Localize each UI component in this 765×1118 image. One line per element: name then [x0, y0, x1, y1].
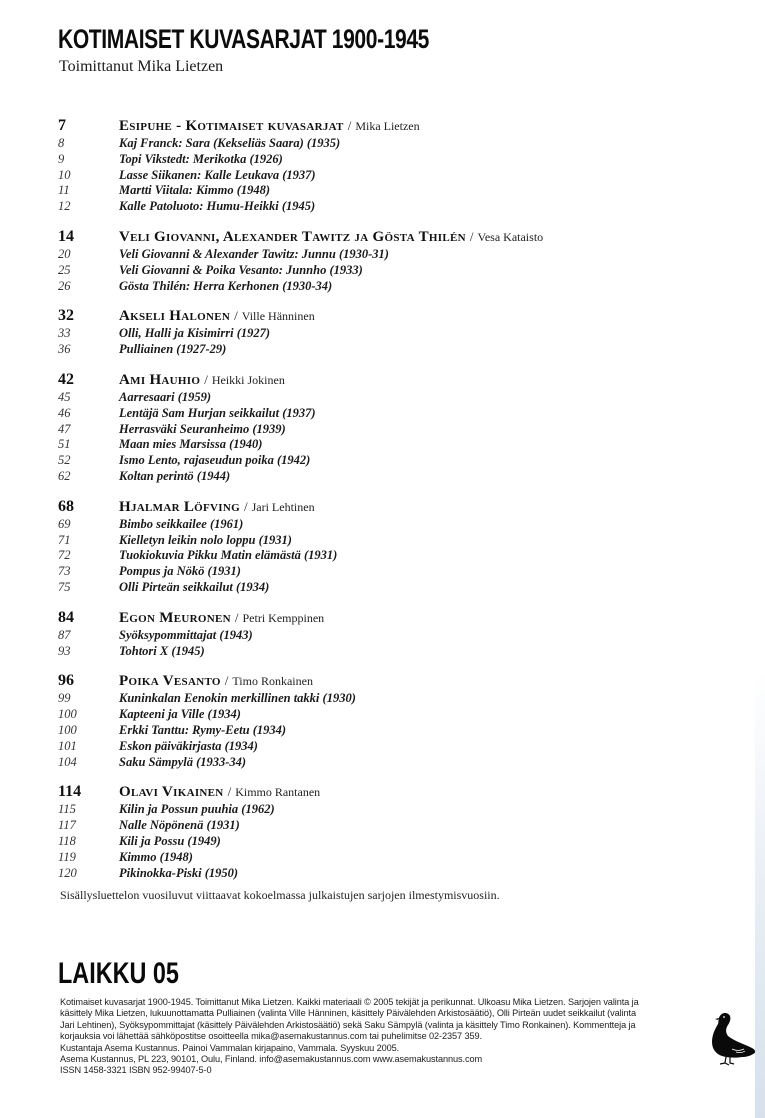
toc-entry: [58, 183, 698, 199]
entry-page-number: 100: [58, 707, 77, 722]
section-separator: /: [347, 118, 352, 133]
entry-page-number: 104: [58, 754, 77, 769]
section-page-number: 42: [58, 370, 74, 388]
toc-section: [58, 609, 698, 660]
section-separator: /: [227, 784, 232, 800]
toc-entry: [58, 469, 698, 485]
entry-title: Erkki Tanttu: Rymy-Eetu (1934): [119, 722, 287, 737]
toc-entry: [58, 834, 698, 850]
toc-section: [58, 371, 698, 485]
entry-title: Topi Vikstedt: Merikotka (1926): [119, 151, 283, 166]
section-separator: /: [234, 609, 239, 625]
entry-title: Kaj Franck: Sara (Kekseliäs Saara) (1935): [119, 136, 341, 150]
section-separator: /: [469, 228, 474, 244]
entry-title: Kielletyn leikin nolo loppu (1931): [119, 532, 292, 547]
toc-entry: [58, 136, 698, 152]
toc-entry: [58, 152, 698, 168]
entry-page-number: 71: [58, 532, 71, 547]
toc-entry: [58, 691, 698, 707]
entry-page-number: 101: [58, 738, 77, 753]
section-separator: /: [234, 308, 238, 324]
entry-title: Olli Pirteän seikkailut (1934): [119, 579, 270, 594]
toc-entry: [58, 564, 698, 580]
entry-title: Lasse Siikanen: Kalle Leukava (1937): [119, 167, 316, 182]
imprint-line: ISSN 1458-3321 ISBN 952-99407-5-0: [60, 1065, 212, 1076]
toc-section: [58, 672, 698, 770]
entry-title: Kalle Patoluoto: Humu-Heikki (1945): [119, 199, 316, 214]
toc-section-heading: [58, 117, 698, 136]
imprint-line: Kotimaiset kuvasarjat 1900-1945. Toimittanut Mika Lietzen. Kaikki materiaali © 2005 tekijät ja perikunnat. Ulkoasu Mika Lietzen. Sarjojen valinta ja: [60, 997, 639, 1007]
toc-entry: [58, 453, 698, 469]
entry-title: Nalle Nöpönenä (1931): [119, 818, 240, 833]
toc-entry: [58, 390, 698, 406]
imprint-line: Asema Kustannus, PL 223, 90101, Oulu, Finland. info@asemakustannus.com www.asemakustannus.com: [60, 1054, 483, 1065]
toc-section-heading: [58, 307, 698, 326]
toc-section-heading: [58, 498, 698, 517]
toc-footnote: Sisällysluettelon vuosiluvut viittaavat kokoelmassa julkaistujen sarjojen ilmestymisvuosiin.: [60, 888, 500, 902]
page-title: KOTIMAISET KUVASARJAT 1900-1945: [58, 24, 429, 54]
entry-title: Martti Viitala: Kimmo (1948): [119, 183, 271, 198]
page-edge: [755, 0, 765, 1118]
entry-title: Saku Sämpylä (1933-34): [119, 754, 247, 769]
section-author: Mika Lietzen: [355, 119, 420, 133]
entry-page-number: 75: [58, 579, 71, 594]
toc-section-heading: [58, 609, 698, 628]
toc-entry: [58, 279, 698, 295]
series-title: LAIKKU 05: [58, 957, 179, 990]
entry-page-number: 45: [58, 389, 71, 404]
entry-page-number: 118: [58, 833, 76, 848]
section-page-number: 114: [58, 783, 82, 801]
toc-section-heading: [58, 783, 698, 802]
section-title: Veli Giovanni, Alexander Tawitz ja Gösta Thilén: [119, 228, 466, 245]
entry-title: Bimbo seikkailee (1961): [119, 516, 244, 531]
entry-page-number: 62: [58, 468, 71, 483]
section-page-number: 14: [58, 227, 74, 245]
entry-page-number: 11: [58, 183, 70, 198]
grouse-bird-icon: [706, 1008, 758, 1070]
entry-title: Aarresaari (1959): [119, 389, 212, 404]
section-title: Poika Vesanto: [119, 673, 221, 690]
entry-page-number: 73: [58, 564, 71, 579]
toc-entry: [58, 548, 698, 564]
toc-section: [58, 498, 698, 596]
toc-entry: [58, 326, 698, 342]
toc-entry: [58, 707, 698, 723]
entry-page-number: 100: [58, 722, 77, 737]
entry-title: Kuninkalan Eenokin merkillinen takki (1930): [119, 691, 356, 706]
entry-page-number: 10: [58, 167, 71, 182]
toc-section: [58, 228, 698, 294]
entry-page-number: 99: [58, 691, 71, 706]
entry-page-number: 20: [58, 246, 71, 261]
entry-page-number: 36: [58, 342, 71, 357]
entry-title: Gösta Thilén: Herra Kerhonen (1930-34): [119, 278, 333, 293]
section-author: Jari Lehtinen: [251, 499, 315, 514]
section-author: Kimmo Rantanen: [235, 785, 321, 800]
entry-page-number: 115: [58, 802, 76, 817]
entry-title: Herrasväki Seuranheimo (1939): [119, 421, 286, 436]
imprint: [60, 997, 700, 1077]
entry-page-number: 33: [58, 326, 71, 341]
entry-page-number: 52: [58, 453, 71, 468]
toc-section-heading: [58, 228, 698, 247]
toc-entry: [58, 168, 698, 184]
entry-page-number: 51: [58, 437, 71, 452]
entry-title: Pompus ja Nökö (1931): [119, 564, 241, 579]
section-author: Petri Kemppinen: [242, 610, 325, 625]
section-page-number: 68: [58, 497, 74, 515]
entry-title: Tohtori X (1945): [119, 643, 205, 658]
section-page-number: 7: [58, 117, 66, 134]
entry-title: Eskon päiväkirjasta (1934): [119, 738, 258, 753]
entry-page-number: 69: [58, 516, 71, 531]
entry-page-number: 87: [58, 627, 71, 642]
entry-title: Ismo Lento, rajaseudun poika (1942): [119, 453, 311, 468]
entry-page-number: 47: [58, 421, 71, 436]
entry-page-number: 93: [58, 643, 71, 658]
entry-title: Tuokiokuvia Pikku Matin elämästä (1931): [119, 548, 338, 563]
section-title: Esipuhe - Kotimaiset kuvasarjat: [119, 118, 344, 134]
toc-section-heading: [58, 672, 698, 691]
entry-title: Lentäjä Sam Hurjan seikkailut (1937): [119, 405, 316, 420]
toc-entry: [58, 517, 698, 533]
toc-section: [58, 783, 698, 881]
toc-entry: [58, 263, 698, 279]
toc-section: [58, 307, 698, 358]
toc-section-heading: [58, 371, 698, 390]
entry-title: Kilin ja Possun puuhia (1962): [119, 802, 275, 817]
toc-entry: [58, 818, 698, 834]
entry-page-number: 25: [58, 262, 71, 277]
entry-title: Veli Giovanni & Poika Vesanto: Junnho (1933): [119, 262, 363, 277]
table-of-contents: [58, 117, 698, 894]
toc-entry: [58, 802, 698, 818]
section-page-number: 32: [58, 307, 74, 325]
toc-entry: [58, 580, 698, 596]
entry-title: Syöksypommittajat (1943): [119, 627, 253, 642]
toc-entry: [58, 406, 698, 422]
toc-entry: [58, 247, 698, 263]
toc-entry: [58, 437, 698, 453]
section-page-number: 96: [58, 672, 74, 690]
toc-entry: [58, 342, 698, 358]
toc-entry: [58, 739, 698, 755]
entry-page-number: 26: [58, 278, 71, 293]
section-author: Ville Hänninen: [241, 309, 315, 324]
section-title: Olavi Vikainen: [119, 784, 224, 801]
toc-entry: [58, 533, 698, 549]
entry-title: Pikinokka-Piski (1950): [119, 865, 239, 880]
entry-title: Koltan perintö (1944): [119, 468, 231, 483]
entry-page-number: 120: [58, 865, 77, 880]
entry-page-number: 8: [58, 136, 65, 150]
entry-page-number: 46: [58, 405, 71, 420]
section-separator: /: [204, 371, 208, 387]
imprint-line: korjauksia voi lähettää sähköpostitse osoitteella mika@asemakustannus.com tai puhelimitse 02-2357 359.: [60, 1031, 482, 1042]
entry-title: Kimmo (1948): [119, 849, 193, 864]
toc-entry: [58, 628, 698, 644]
entry-title: Maan mies Marsissa (1940): [119, 437, 263, 452]
section-title: Ami Hauhio: [119, 371, 201, 388]
section-author: Heikki Jokinen: [211, 372, 285, 387]
toc-entry: [58, 644, 698, 660]
toc-entry: [58, 199, 698, 215]
toc-entry: [58, 850, 698, 866]
entry-title: Pulliainen (1927-29): [119, 342, 227, 357]
entry-page-number: 9: [58, 151, 65, 166]
toc-entry: [58, 422, 698, 438]
entry-page-number: 72: [58, 548, 71, 563]
section-author: Vesa Kataisto: [477, 229, 544, 244]
section-title: Akseli Halonen: [119, 308, 231, 325]
toc-entry: [58, 755, 698, 771]
toc-entry: [58, 866, 698, 882]
entry-title: Olli, Halli ja Kisimirri (1927): [119, 326, 271, 341]
entry-title: Kapteeni ja Ville (1934): [119, 707, 241, 722]
entry-title: Veli Giovanni & Alexander Tawitz: Junnu (1930-31): [119, 246, 389, 261]
section-page-number: 84: [58, 608, 74, 626]
section-title: Egon Meuronen: [119, 609, 231, 626]
toc-entry: [58, 723, 698, 739]
entry-title: Kili ja Possu (1949): [119, 833, 221, 848]
toc-section: [58, 117, 698, 215]
section-author: Timo Ronkainen: [232, 674, 313, 689]
editor-credit: Toimittanut Mika Lietzen: [59, 58, 224, 75]
entry-page-number: 119: [58, 849, 76, 864]
imprint-line: Kustantaja Asema Kustannus. Painoi Vammalan kirjapaino, Vammala. Syyskuu 2005.: [60, 1042, 400, 1053]
imprint-line: käsittely Mika Lietzen, lukuunottamatta Pulliainen (valinta Ville Hänninen, käsittely Päivälehden Arkistosäätiö), Olli Pirteän uudet seikkailut (valinta: [60, 1008, 637, 1019]
section-title: Hjalmar Löfving: [119, 498, 240, 515]
imprint-line: Jari Lehtinen), Syöksypommittajat (käsittely Päivälehden Arkistosäätiö) sekä Saku Sämpylä (valinta ja käsittely Timo Ronkainen). Kommentteja ja: [60, 1019, 636, 1030]
section-separator: /: [224, 673, 229, 689]
entry-page-number: 117: [58, 818, 76, 833]
section-separator: /: [243, 498, 248, 514]
entry-page-number: 12: [58, 199, 71, 214]
